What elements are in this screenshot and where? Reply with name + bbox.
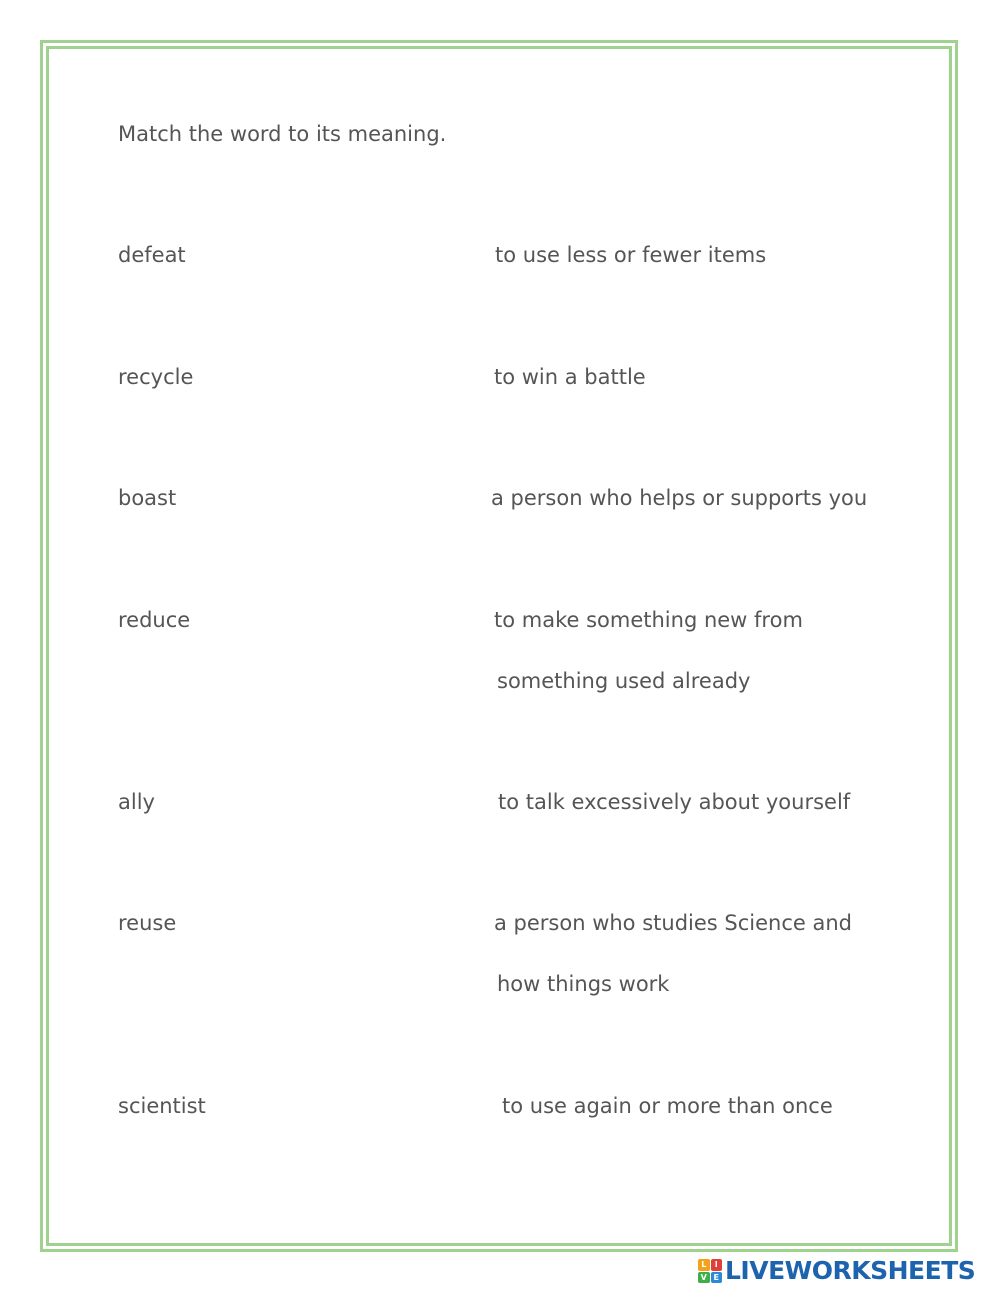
logo-letter: L [698, 1259, 710, 1271]
meaning-text-continued: something used already [497, 669, 751, 693]
meaning-item[interactable] [495, 240, 766, 270]
meaning-item[interactable] [494, 605, 803, 696]
meaning-text: to make something new from [494, 608, 803, 632]
liveworksheets-logo[interactable] [698, 1256, 975, 1286]
meaning-text: to talk excessively about yourself [498, 790, 851, 814]
word-item[interactable]: boast [118, 486, 177, 510]
meaning-item[interactable] [498, 787, 850, 817]
meaning-item[interactable] [491, 483, 867, 513]
word-item[interactable]: recycle [118, 365, 194, 389]
instruction-text: Match the word to its meaning. [118, 122, 447, 146]
meaning-text-continued: how things work [497, 972, 670, 996]
logo-letter: I [711, 1259, 723, 1271]
word-item[interactable]: scientist [118, 1094, 206, 1118]
meaning-text: to win a battle [494, 365, 646, 389]
meaning-text: a person who helps or supports you [491, 486, 868, 510]
logo-letter: V [698, 1272, 710, 1284]
liveworksheets-logo-icon [698, 1259, 722, 1283]
meaning-text: to use again or more than once [502, 1094, 833, 1118]
meaning-item[interactable] [494, 362, 646, 392]
meaning-item[interactable] [494, 908, 852, 999]
meaning-item[interactable] [502, 1091, 833, 1121]
word-item[interactable]: ally [118, 790, 155, 814]
meaning-text: a person who studies Science and [494, 911, 852, 935]
logo-letter: E [711, 1272, 723, 1284]
word-item[interactable]: defeat [118, 243, 186, 267]
word-item[interactable]: reduce [118, 608, 191, 632]
liveworksheets-wordmark: LIVEWORKSHEETS [725, 1256, 976, 1285]
meaning-text: to use less or fewer items [495, 243, 767, 267]
word-item[interactable]: reuse [118, 911, 177, 935]
